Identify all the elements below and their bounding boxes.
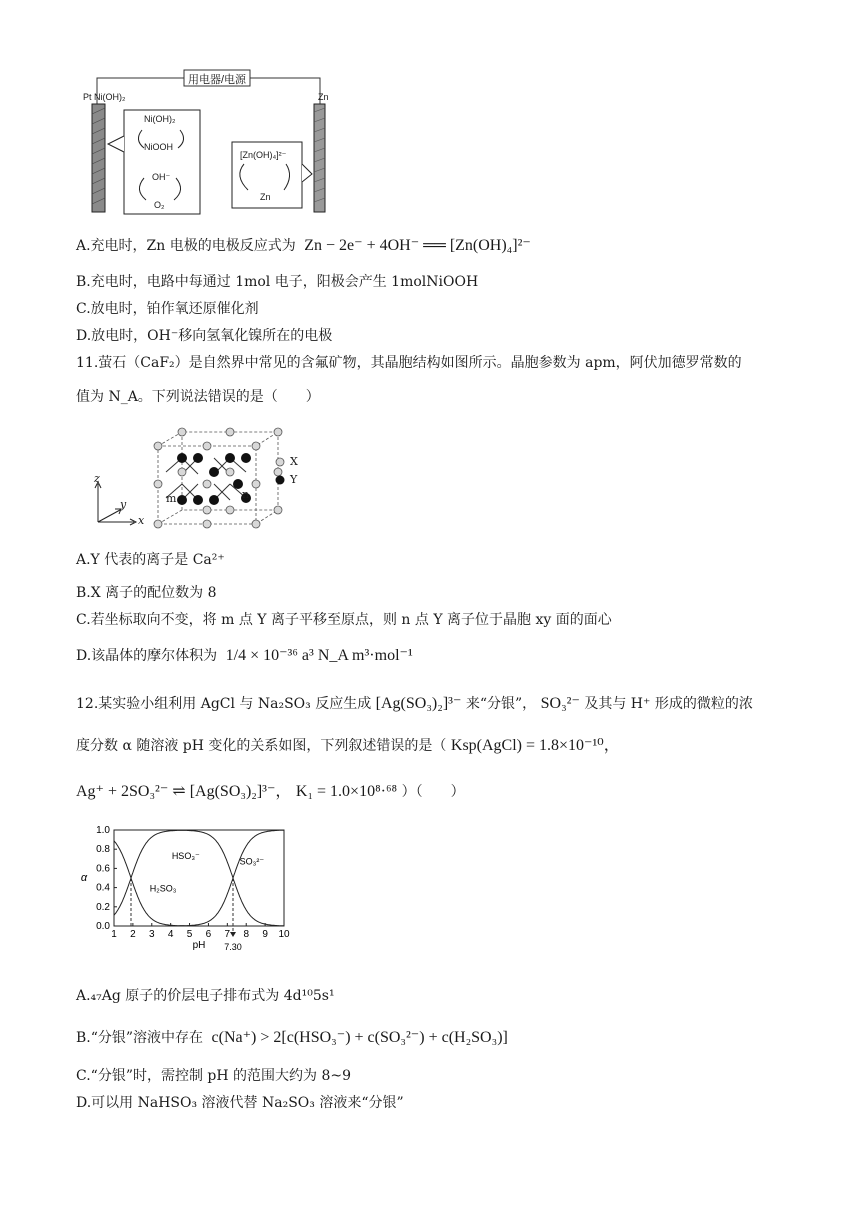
load-source-label: 用电器/电源 bbox=[188, 74, 247, 86]
axis-z-label: z bbox=[94, 472, 100, 485]
fluorite-unit-cell-figure bbox=[90, 422, 320, 532]
q11-option-d bbox=[76, 646, 413, 666]
q12-option-b bbox=[76, 1028, 508, 1048]
unit-cell-svg bbox=[90, 422, 320, 532]
q10-a-text: A.充电时，Zn 电极的电极反应式为 bbox=[76, 238, 296, 254]
q10-option-a bbox=[76, 236, 531, 256]
axis-x-label: x bbox=[138, 514, 145, 527]
q12-b-formula: c(Na⁺) > 2[c(HSO₃⁻) + c(SO₃²⁻) + c(H₂SO₃)] bbox=[211, 1029, 508, 1046]
y-tick-label: 0.8 bbox=[96, 844, 110, 856]
electrochem-cell-diagram bbox=[80, 66, 350, 220]
q11-option-b: B.X 离子的配位数为 8 bbox=[76, 585, 217, 601]
zn-label: Zn bbox=[260, 192, 271, 202]
chart-svg bbox=[70, 820, 310, 960]
q12-stem-3c: ）（ ） bbox=[401, 784, 465, 800]
nioh2-label: Ni(OH)₂ bbox=[144, 114, 176, 124]
x-tick-label: 6 bbox=[205, 929, 212, 940]
y-tick-label: 0.0 bbox=[96, 921, 110, 932]
x-tick-label: 9 bbox=[262, 929, 268, 940]
oh-label: OH⁻ bbox=[152, 172, 171, 182]
q11-stem-line1: 11.萤石（CaF₂）是自然界中常见的含氟矿物，其晶胞结构如图所示。晶胞参数为 apm，阿伏加德罗常数的 bbox=[76, 355, 742, 371]
q12-stem-3b: K₁ = 1.0×10⁸·⁶⁸ bbox=[295, 783, 398, 800]
y-tick-label: 1.0 bbox=[96, 825, 110, 836]
series-label-0: H₂SO₃ bbox=[149, 883, 177, 894]
axis-y-label: y bbox=[120, 498, 127, 511]
q12-stem-2a: 度分数 α 随溶液 pH 变化的关系如图，下列叙述错误的是（ bbox=[76, 738, 447, 754]
series-label-1: HSO₃⁻ bbox=[171, 850, 200, 861]
x-tick-label: 1 bbox=[111, 929, 117, 940]
q12-stem-line3 bbox=[76, 782, 465, 802]
q10-option-c: C.放电时，铂作氧还原催化剂 bbox=[76, 301, 259, 317]
q12-stem-line1 bbox=[76, 694, 753, 714]
marked-ph-label: 7.30 bbox=[224, 942, 242, 952]
series-line-1 bbox=[114, 830, 284, 925]
x-tick-label: 10 bbox=[278, 929, 290, 940]
y-axis-label: α bbox=[80, 872, 88, 884]
legend-x-label: X bbox=[290, 455, 298, 468]
pt-electrode bbox=[92, 104, 105, 212]
q11-d-formula: 1/4 × 10⁻³⁶ a³ N_A m³·mol⁻¹ bbox=[225, 647, 413, 664]
q11-d-text: D.该晶体的摩尔体积为 bbox=[76, 648, 218, 664]
x-tick-label: 7 bbox=[224, 929, 231, 940]
q12-option-c: C.“分银”时，需控制 pH 的范围大约为 8~9 bbox=[76, 1068, 352, 1084]
q12-stem-2b: Ksp(AgCl) = 1.8×10⁻¹⁰， bbox=[450, 737, 620, 754]
zincate-label: [Zn(OH)₄]²⁻ bbox=[240, 150, 287, 160]
series-label-2: SO₃²⁻ bbox=[239, 856, 265, 867]
q11-option-a: A.Y 代表的离子是 Ca²⁺ bbox=[76, 552, 225, 568]
label-n: n bbox=[242, 488, 250, 501]
q10-option-d: D.放电时，OH⁻移向氢氧化镍所在的电极 bbox=[76, 328, 333, 344]
series-line-2 bbox=[114, 830, 284, 926]
legend-y-label: Y bbox=[290, 473, 298, 486]
q12-stem-3a: Ag⁺ + 2SO₃²⁻ ⇌ [Ag(SO₃)₂]³⁻， bbox=[76, 783, 292, 800]
species-fraction-chart bbox=[70, 820, 310, 960]
marker-arrow bbox=[230, 932, 236, 937]
y-tick-label: 0.4 bbox=[96, 882, 110, 894]
x-tick-label: 4 bbox=[167, 929, 174, 940]
q10-option-b: B.充电时，电路中每通过 1mol 电子，阳极会产生 1molNiOOH bbox=[76, 274, 479, 290]
niooh-label: NiOOH bbox=[144, 142, 173, 152]
y-tick-label: 0.6 bbox=[96, 863, 110, 875]
nickel-reaction-box bbox=[124, 110, 200, 214]
x-tick-label: 3 bbox=[148, 929, 155, 940]
q12-option-d: D.可以用 NaHSO₃ 溶液代替 Na₂SO₃ 溶液来“分银” bbox=[76, 1095, 404, 1111]
q12-option-a: A.₄₇Ag 原子的价层电子排布式为 4d¹⁰5s¹ bbox=[76, 988, 335, 1004]
q10-a-formula: Zn − 2e⁻ + 4OH⁻ ══ [Zn(OH)₄]²⁻ bbox=[304, 237, 531, 254]
q12-stem-line2 bbox=[76, 736, 620, 756]
q12-stem-1a: 12.某实验小组利用 AgCl 与 Na₂SO₃ 反应生成 bbox=[76, 696, 372, 712]
plot-frame bbox=[114, 830, 284, 926]
q11-option-c: C.若坐标取向不变，将 m 点 Y 离子平移至原点，则 n 点 Y 离子位于晶胞 xy 面的面心 bbox=[76, 612, 612, 628]
y-tick-label: 0.2 bbox=[96, 901, 110, 913]
q12-stem-1d: SO₃²⁻ bbox=[540, 695, 580, 712]
o2-label: O₂ bbox=[154, 200, 165, 210]
label-m: m bbox=[166, 492, 177, 505]
cell-svg bbox=[80, 66, 350, 220]
x-tick-label: 8 bbox=[243, 929, 250, 940]
x-tick-label: 5 bbox=[186, 929, 193, 940]
right-electrode-label: Zn bbox=[318, 92, 329, 102]
q11-stem-line2: 值为 N_A。下列说法错误的是（ ） bbox=[76, 389, 320, 405]
x-axis-label: pH bbox=[192, 940, 206, 951]
left-electrode-label: Pt Ni(OH)₂ bbox=[83, 92, 126, 102]
q12-stem-1c: 来“分银”， bbox=[465, 696, 537, 712]
q12-stem-1e: 及其与 H⁺ 形成的微粒的浓 bbox=[584, 696, 753, 712]
q12-b-text: B.“分银”溶液中存在 bbox=[76, 1030, 204, 1046]
q12-stem-1b: [Ag(SO₃)₂]³⁻ bbox=[375, 695, 462, 712]
x-tick-label: 2 bbox=[130, 929, 136, 940]
